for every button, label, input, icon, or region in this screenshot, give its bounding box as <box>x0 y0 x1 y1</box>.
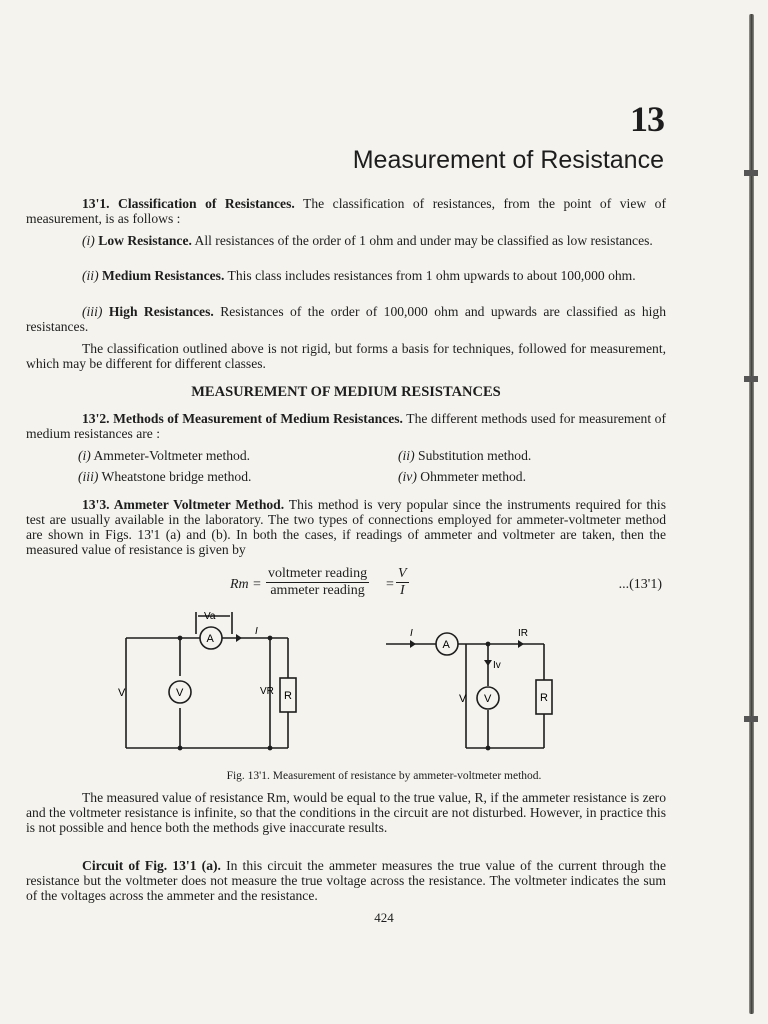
page-binding-edge <box>749 14 754 1014</box>
label-voltmeter: V <box>176 687 184 699</box>
item-text: Resistances of the order of 100,000 ohm and upwards are classified as high resistances. <box>26 304 667 334</box>
label-vr: VR <box>260 686 274 697</box>
label-va: Va <box>204 611 216 622</box>
method-number: (ii) <box>398 448 415 463</box>
paragraph-13-2 <box>26 411 666 441</box>
method-number: (i) <box>78 448 91 463</box>
page-number: 424 <box>374 910 394 925</box>
equation-lhs: Rm = <box>230 577 262 592</box>
item-heading: Medium Resistances. <box>102 268 225 283</box>
chapter-number: 13 <box>630 99 664 139</box>
paragraph-text: This method is very popular since the instruments required for this test are usually available in the laboratory. The two types of connections employed for ammeter-voltmeter method are shown in Figs. 13'1 (a) and (b). In both the cases, if readings of ammeter and voltmeter are taken, then the measured value of resistance is given by <box>26 497 666 557</box>
figure-caption: Fig. 13'1. Measurement of resistance by ammeter-voltmeter method. <box>226 770 542 782</box>
method-label: Substitution method. <box>414 448 532 463</box>
paragraph-13-1 <box>26 196 666 226</box>
method-item <box>78 448 250 464</box>
fraction-numerator: voltmeter reading <box>268 566 368 581</box>
junction-dot <box>178 636 183 641</box>
label-i: I <box>410 628 413 639</box>
paragraph-measured-value: The measured value of resistance Rm, would be equal to the true value, R, if the ammeter resistance is zero and the voltmeter resistance is infinite, so that the conditions in the circuit are not disturbed. However, in practice this is not possible and hence both the methods give inaccurate results. <box>26 790 666 835</box>
item-text: This class includes resistances from 1 ohm upwards to about 100,000 ohm. <box>224 268 636 283</box>
label-v: V <box>118 687 126 699</box>
chapter-title: Measurement of Resistance <box>352 146 664 174</box>
fraction-denominator: I <box>399 583 405 598</box>
paragraph-text: In this circuit the ammeter measures the true value of the current through the resistance but the voltmeter does not measure the true voltage across the resistance. The voltmeter indicates the sum of the voltages across the ammeter and the resistance. <box>26 858 667 903</box>
binding-mark <box>744 716 758 722</box>
section-heading-13-3: 13'3. Ammeter Voltmeter Method. <box>82 497 285 512</box>
label-i: I <box>255 626 258 637</box>
paragraph-13-3 <box>26 497 666 557</box>
paragraph-text: The different methods used for measurement of medium resistances are : <box>26 411 666 441</box>
equals-sign: = <box>386 577 394 592</box>
current-arrow <box>236 634 242 642</box>
junction-dot <box>178 746 183 751</box>
label-ammeter: A <box>442 639 450 651</box>
fraction-denominator: ammeter reading <box>270 583 365 598</box>
method-item <box>398 448 531 464</box>
junction-dot <box>486 746 491 751</box>
junction-dot <box>268 746 273 751</box>
paragraph-text: The classification of resistances, from the point of view of measurement, is as follows : <box>26 196 666 226</box>
label-v: V <box>459 693 467 705</box>
method-label: Wheatstone bridge method. <box>98 469 252 484</box>
methods-list <box>78 448 668 488</box>
method-label: Ohmmeter method. <box>416 469 526 484</box>
section-heading-13-2: 13'2. Methods of Measurement of Medium Resistances. <box>82 411 403 426</box>
circuit-diagram-a <box>110 604 310 760</box>
label-r: R <box>540 692 548 704</box>
method-item <box>78 469 251 485</box>
label-r: R <box>284 690 292 702</box>
paragraph-medium-resistance <box>26 268 666 283</box>
method-number: (iii) <box>78 469 99 484</box>
item-text: All resistances of the order of 1 ohm and under may be classified as low resistances. <box>191 233 653 248</box>
section-heading-13-1: 13'1. Classification of Resistances. <box>82 196 295 211</box>
equation-fraction <box>396 566 409 599</box>
current-arrow <box>484 660 492 666</box>
label-ir: IR <box>518 628 528 639</box>
item-heading: Low Resistance. <box>98 233 192 248</box>
paragraph-high-resistance <box>26 304 666 334</box>
paragraph-circuit-a <box>26 858 666 903</box>
junction-dot <box>486 642 491 647</box>
equation-number: ...(13'1) <box>618 577 662 592</box>
current-arrow <box>410 640 416 648</box>
method-number: (iv) <box>398 469 417 484</box>
circuit-diagram-b <box>376 620 566 760</box>
junction-dot <box>268 636 273 641</box>
paragraph-low-resistance <box>26 233 666 248</box>
current-arrow <box>518 640 524 648</box>
method-label: Ammeter-Voltmeter method. <box>90 448 251 463</box>
label-voltmeter: V <box>484 693 492 705</box>
item-number: (i) <box>82 233 95 248</box>
method-item <box>398 469 526 485</box>
paragraph-classification-note: The classification outlined above is not rigid, but forms a basis for techniques, followed for measurement, which may be different for different classes. <box>26 341 666 371</box>
item-number: (iii) <box>82 304 103 319</box>
equation-13-1 <box>230 566 670 602</box>
label-ammeter: A <box>206 633 214 645</box>
circuit-a-heading: Circuit of Fig. 13'1 (a). <box>82 858 221 873</box>
equation-fraction <box>266 566 369 599</box>
section-heading-medium: MEASUREMENT OF MEDIUM RESISTANCES <box>191 384 501 400</box>
item-heading: High Resistances. <box>108 304 214 319</box>
label-iv: Iv <box>493 660 501 671</box>
binding-mark <box>744 170 758 176</box>
fraction-numerator: V <box>398 566 407 581</box>
binding-mark <box>744 376 758 382</box>
item-number: (ii) <box>82 268 99 283</box>
